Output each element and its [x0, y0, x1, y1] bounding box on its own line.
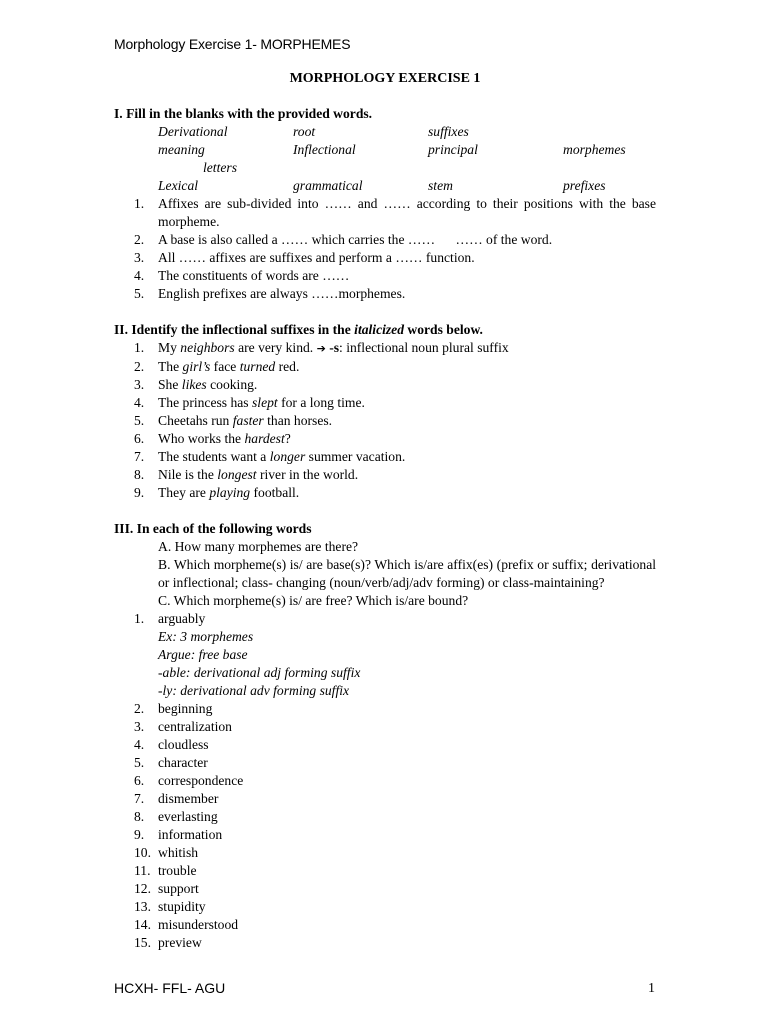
- item-number: 15.: [134, 935, 151, 950]
- italic-word: longest: [217, 467, 257, 482]
- item-text: [158, 448, 656, 466]
- sentence-part: My: [158, 340, 181, 355]
- item-text: All …… affixes are suffixes and perform a …… function.: [158, 250, 475, 265]
- word-bank-item: principal: [428, 142, 478, 157]
- list-item: [114, 448, 656, 466]
- list-item: [114, 934, 656, 952]
- item-number: 14.: [134, 917, 151, 932]
- item-text: stupidity: [158, 899, 206, 914]
- heading-italic-text: italicized: [354, 322, 405, 337]
- item-text: [158, 376, 656, 394]
- item-text: support: [158, 881, 199, 896]
- italic-word: turned: [239, 359, 276, 374]
- sentence-part: She: [158, 377, 182, 392]
- word-bank-item: suffixes: [428, 124, 469, 139]
- italic-word: girl’s: [182, 359, 211, 374]
- word-bank-item: morphemes: [563, 142, 626, 157]
- list-item: [114, 610, 656, 628]
- list-item: [114, 826, 656, 844]
- list-item: [114, 484, 656, 502]
- item-text: whitish: [158, 845, 199, 860]
- sentence-part: are very kind.: [234, 340, 317, 355]
- list-item: [114, 249, 656, 267]
- sentence-part: cooking.: [206, 377, 258, 392]
- item-number: 4.: [134, 268, 145, 283]
- heading-text: words below.: [404, 322, 483, 337]
- item-number: 7.: [134, 449, 145, 464]
- list-item: [114, 736, 656, 754]
- word-bank-item: letters: [203, 160, 237, 175]
- sentence-part: Cheetahs run: [158, 413, 233, 428]
- list-item: [114, 195, 656, 231]
- sentence-part: They are: [158, 485, 210, 500]
- word-bank-row: [158, 141, 656, 159]
- item-text: [158, 358, 656, 376]
- example-line: -able: derivational adj forming suffix: [158, 665, 361, 680]
- word-bank-item: root: [293, 124, 316, 139]
- question-a: A. How many morphemes are there?: [158, 539, 359, 554]
- heading-text: II. Identify the inflectional suffixes in the: [114, 322, 355, 337]
- sentence-part: ?: [284, 431, 291, 446]
- item-number: 5.: [134, 413, 145, 428]
- item-text: [158, 412, 656, 430]
- section-3-list: [114, 610, 656, 628]
- list-item: [114, 466, 656, 484]
- item-number: 1.: [134, 340, 145, 355]
- item-number: 2.: [134, 701, 145, 716]
- list-item: [114, 376, 656, 394]
- list-item: [114, 358, 656, 376]
- example-line: -ly: derivational adv forming suffix: [158, 683, 350, 698]
- word-bank: [158, 123, 656, 195]
- word-bank-item: Lexical: [158, 178, 199, 193]
- list-item: [114, 394, 656, 412]
- item-text: The constituents of words are ……: [158, 268, 350, 283]
- italic-word: neighbors: [180, 340, 235, 355]
- item-text: English prefixes are always ……morphemes.: [158, 286, 406, 301]
- italic-word: hardest: [244, 431, 285, 446]
- sentence-part: football.: [250, 485, 300, 500]
- list-item: [114, 285, 656, 303]
- item-number: 4.: [134, 395, 145, 410]
- running-header: Morphology Exercise 1- MORPHEMES: [114, 36, 351, 52]
- list-item: [114, 718, 656, 736]
- list-item: [114, 844, 656, 862]
- word-bank-item: Inflectional: [293, 142, 356, 157]
- item-number: 10.: [134, 845, 151, 860]
- document-body: [114, 70, 656, 952]
- item-text: [158, 484, 656, 502]
- word-bank-row: [158, 123, 656, 141]
- italic-word: longer: [269, 449, 306, 464]
- list-item: [114, 808, 656, 826]
- item-number: 3.: [134, 719, 145, 734]
- item-text: preview: [158, 935, 202, 950]
- item-text: correspondence: [158, 773, 244, 788]
- item-text: [158, 339, 656, 358]
- word-bank-item: Derivational: [158, 124, 228, 139]
- item-text: information: [158, 827, 223, 842]
- item-text: [158, 430, 656, 448]
- item-number: 1.: [134, 611, 145, 626]
- section-1-heading: I. Fill in the blanks with the provided words.: [114, 106, 373, 121]
- item-text: [158, 394, 656, 412]
- section-2-heading: [114, 321, 656, 339]
- item-number: 3.: [134, 250, 145, 265]
- sentence-part: river in the world.: [256, 467, 359, 482]
- sentence-part: for a long time.: [277, 395, 365, 410]
- item-number: 4.: [134, 737, 145, 752]
- sentence-part: : inflectional noun plural suffix: [339, 340, 509, 355]
- page-number: 1: [648, 981, 655, 996]
- item-number: 7.: [134, 791, 145, 806]
- sentence-part: Who works the: [158, 431, 245, 446]
- item-text: character: [158, 755, 208, 770]
- section-2-list: [114, 339, 656, 502]
- item-text: cloudless: [158, 737, 209, 752]
- sentence-part: face: [210, 359, 240, 374]
- word-bank-row: [158, 177, 656, 195]
- example-line: Argue: free base: [158, 647, 248, 662]
- list-item: [114, 267, 656, 285]
- word-bank-item: meaning: [158, 142, 205, 157]
- sentence-part: The princess has: [158, 395, 252, 410]
- list-item: [114, 231, 656, 249]
- item-number: 2.: [134, 359, 145, 374]
- sentence-part: The students want a: [158, 449, 270, 464]
- list-item: [114, 916, 656, 934]
- item-number: 11.: [134, 863, 151, 878]
- item-text: [158, 466, 656, 484]
- section-1-list: [114, 195, 656, 303]
- list-item: [114, 754, 656, 772]
- item-number: 13.: [134, 899, 151, 914]
- item-number: 9.: [134, 485, 145, 500]
- item-number: 5.: [134, 286, 145, 301]
- item-text: dismember: [158, 791, 219, 806]
- list-item: [114, 898, 656, 916]
- item-number: 1.: [134, 196, 145, 211]
- word-bank-item: stem: [428, 178, 453, 193]
- list-item: [114, 339, 656, 358]
- sentence-part: Nile is the: [158, 467, 218, 482]
- list-item: [114, 772, 656, 790]
- italic-word: slept: [252, 395, 278, 410]
- italic-word: likes: [181, 377, 207, 392]
- item-text: misunderstood: [158, 917, 239, 932]
- list-item: [114, 880, 656, 898]
- item-number: 8.: [134, 809, 145, 824]
- item-text: trouble: [158, 863, 197, 878]
- sentence-part: red.: [275, 359, 300, 374]
- suffix-answer: -s: [325, 340, 340, 355]
- list-item: [114, 862, 656, 880]
- list-item: [114, 430, 656, 448]
- word-bank-item: grammatical: [293, 178, 363, 193]
- item-text: centralization: [158, 719, 232, 734]
- item-text: arguably: [158, 611, 206, 626]
- list-item: [114, 412, 656, 430]
- item-text: beginning: [158, 701, 213, 716]
- arrow-icon: ➔: [316, 342, 326, 355]
- item-number: 2.: [134, 232, 145, 247]
- sentence-part: summer vacation.: [305, 449, 406, 464]
- word-bank-item: prefixes: [563, 178, 606, 193]
- list-item: [114, 700, 656, 718]
- italic-word: playing: [209, 485, 251, 500]
- item-number: 3.: [134, 377, 145, 392]
- item-number: 6.: [134, 431, 145, 446]
- italic-word: faster: [232, 413, 264, 428]
- footer-text: HCXH- FFL- AGU: [114, 980, 226, 996]
- item-text: A base is also called a …… which carries the …… …… of the word.: [158, 232, 553, 247]
- question-c: C. Which morpheme(s) is/ are free? Which is/are bound?: [158, 593, 469, 608]
- item-number: 6.: [134, 773, 145, 788]
- sentence-part: The: [158, 359, 183, 374]
- item-number: 5.: [134, 755, 145, 770]
- item-number: 9.: [134, 827, 145, 842]
- section-3-word-list: [114, 700, 656, 952]
- word-bank-item: [563, 123, 656, 141]
- item-text: everlasting: [158, 809, 218, 824]
- sentence-part: than horses.: [263, 413, 333, 428]
- section-3-heading: III. In each of the following words: [114, 521, 312, 536]
- question-b: B. Which morpheme(s) is/ are base(s)? Which is/are affix(es) (prefix or suffix; derivational or inflectional; class- changing (noun/verb/adj/adv forming) or class-maintaining?: [158, 557, 656, 590]
- page-title: MORPHOLOGY EXERCISE 1: [289, 71, 481, 86]
- item-text: Affixes are sub-divided into …… and …… according to their positions with the base morpheme.: [158, 196, 656, 229]
- example-line: Ex: 3 morphemes: [158, 629, 254, 644]
- item-number: 12.: [134, 881, 151, 896]
- item-number: 8.: [134, 467, 145, 482]
- list-item: [114, 790, 656, 808]
